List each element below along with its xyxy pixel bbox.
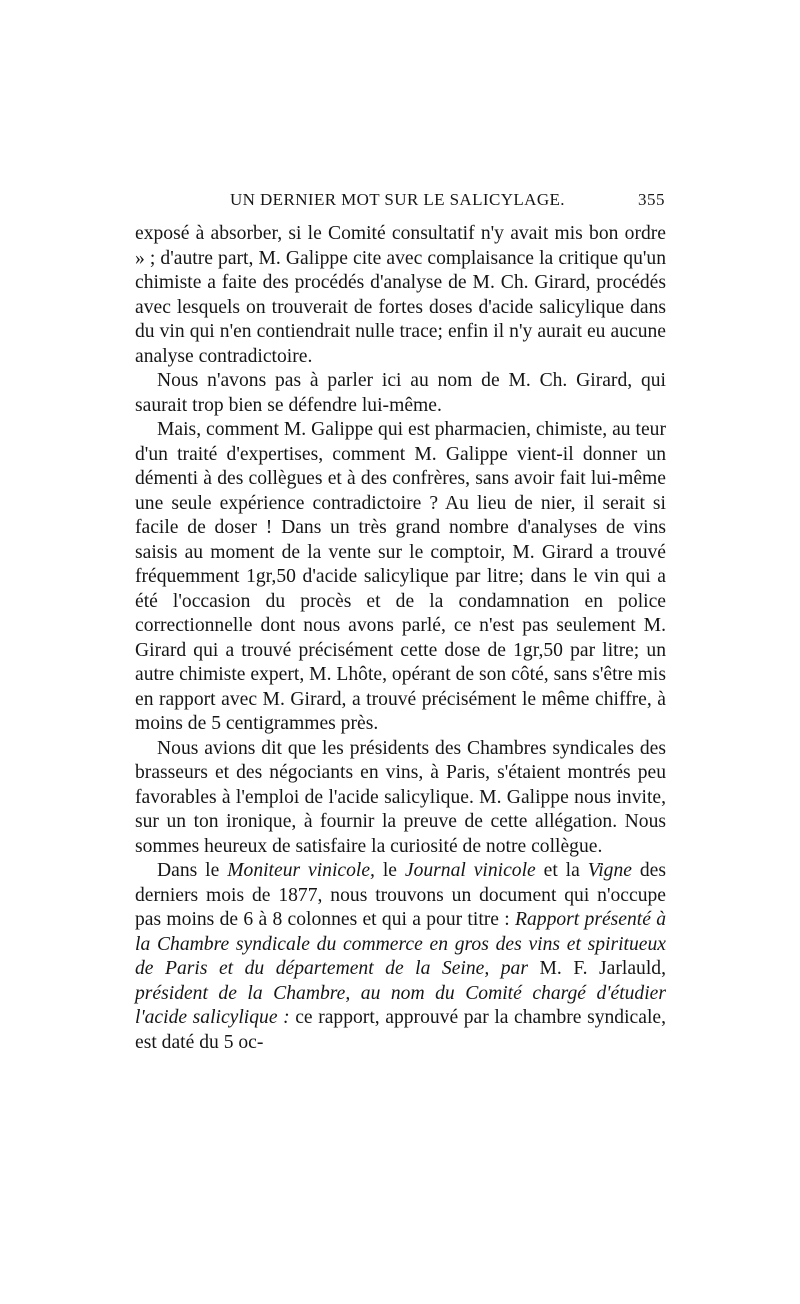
paragraph: Nous n'avons pas à parler ici au nom de M. Ch. Girard, qui saurait trop bien se défendre lui-même. bbox=[135, 370, 666, 416]
text-segment: et la bbox=[535, 860, 588, 881]
text-segment: Dans le bbox=[157, 860, 228, 881]
page-number: 355 bbox=[638, 190, 665, 209]
text-segment: M. F. Jarlauld, bbox=[527, 958, 666, 979]
text-segment: des derniers mois de 1877, nous trouvons un document qui n'occupe pas moins de 6 à 8 colonnes et qui a pour titre : bbox=[135, 860, 666, 930]
text-segment: ce rapport, approuvé par la chambre syndicale, est daté du 5 oc- bbox=[135, 1007, 666, 1053]
paragraph: exposé à absorber, si le Comité consultatif n'y avait mis bon ordre » ; d'autre part, M. Galippe cite avec complaisance la critique qu'un chimiste a faite des procédés d'analyse de M. Ch. Girard, procédés avec lesquels on trouverait de fortes doses d'acide salicylique dans du vin qui n'en contiendrait nulle trace; enfin il n'y aurait eu aucune analyse contradictoire. bbox=[135, 223, 666, 367]
body-text bbox=[135, 222, 666, 1055]
running-header bbox=[132, 190, 665, 214]
running-title: UN DERNIER MOT SUR LE SALICYLAGE. bbox=[230, 190, 565, 209]
paragraph: Mais, comment M. Galippe qui est pharmacien, chimiste, au teur d'un traité d'expertises, comment M. Galippe vient-il donner un démenti à des collègues et à des confrères, sans avoir fait lui-même une seule expérience contradictoire ? Au lieu de nier, il serait si facile de doser ! Dans un très grand nombre d'analyses de vins saisis au moment de la vente sur le comptoir, M. Girard a trouvé fréquemment 1gr,50 d'acide salicylique par litre; dans le vin qui a été l'occasion du procès et de la condamnation en police correctionnelle dont nous avons parlé, ce n'est pas seulement M. Girard qui a trouvé précisément cette dose de 1gr,50 par litre; un autre chimiste expert, M. Lhôte, opérant de son côté, sans s'être mis en rapport avec M. Girard, a trouvé précisément le même chiffre, à moins de 5 centigrammes près. bbox=[135, 419, 666, 734]
journal-title: Moniteur vinicole, bbox=[227, 860, 375, 881]
text-segment: le bbox=[374, 860, 405, 881]
journal-title: Journal vinicole bbox=[404, 860, 536, 881]
paragraph: Nous avions dit que les présidents des Chambres syndicales des brasseurs et des négociants en vins, à Paris, s'étaient montrés peu favorables à l'emploi de l'acide salicylique. M. Galippe nous invite, sur un ton ironique, à fournir la preuve de cette allégation. Nous sommes heureux de satisfaire la curiosité de notre collègue. bbox=[135, 737, 666, 857]
report-title: Rapport présenté à la Chambre syndicale du commerce en gros des vins et spiritueux de Paris et du département de la Seine, par bbox=[135, 909, 666, 979]
journal-title: Vigne bbox=[587, 860, 632, 881]
report-title: président de la Chambre, au nom du Comité chargé d'étudier l'acide salicylique : bbox=[135, 982, 666, 1028]
paragraph-with-titles bbox=[135, 859, 666, 1055]
